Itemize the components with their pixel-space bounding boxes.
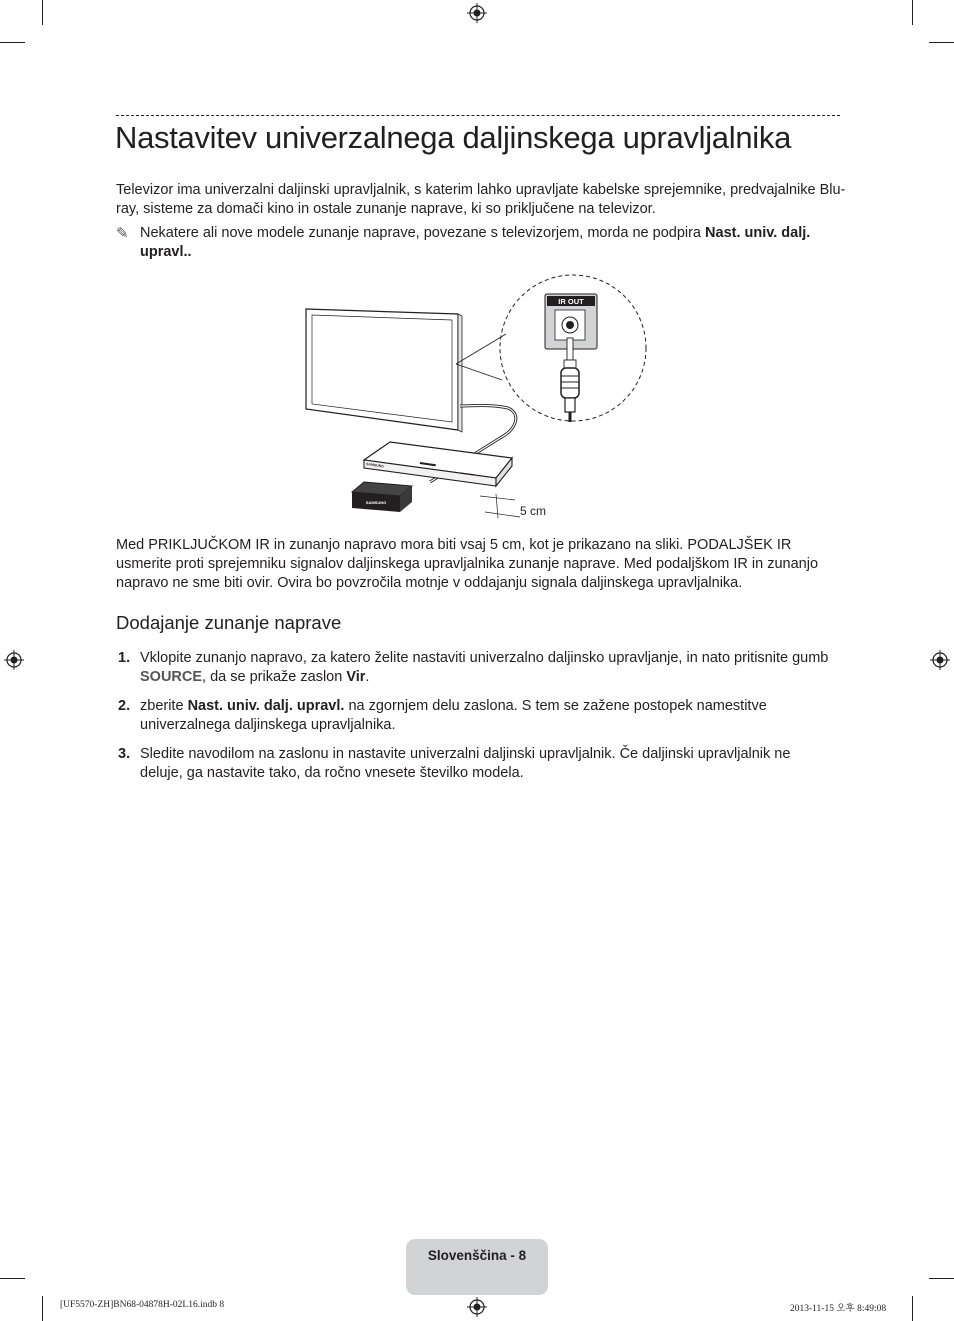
note-setting-name: Nast. univ. dalj. upravl.. bbox=[140, 225, 811, 260]
section-subheading: Dodajanje zunanje naprave bbox=[116, 612, 342, 633]
ir-blaster-brand-label: SAMSUNG bbox=[365, 500, 387, 505]
intro-paragraph: Televizor ima univerzalni daljinski upravljalnik, s katerim lahko upravljate kabelske sprejemnike, predvajalnike Blu-ray, sisteme za domači kino in ostale zunanje naprave, ki so priključene na televizor. bbox=[116, 182, 846, 217]
registration-mark-icon bbox=[930, 650, 950, 670]
registration-mark-icon bbox=[467, 1297, 487, 1317]
page-title: Nastavitev univerzalnega daljinskega upravljalnika bbox=[115, 120, 792, 155]
pencil-note-icon: ✎ bbox=[116, 225, 129, 242]
registration-mark-icon bbox=[4, 650, 24, 670]
distance-dimension bbox=[480, 494, 546, 518]
registration-mark-icon bbox=[467, 3, 487, 23]
tv-illustration bbox=[306, 309, 462, 432]
distance-label: 5 cm bbox=[520, 504, 547, 518]
page-number-tab bbox=[406, 1239, 548, 1295]
step-text: Sledite navodilom na zaslonu in nastavite univerzalni daljinski upravljalnik. Če daljinski upravljalnik ne deluje, ga nastavite tako, da ročno vnesete številko modela. bbox=[140, 746, 791, 781]
page-number-label: Slovenščina - 8 bbox=[427, 1248, 527, 1263]
note-text: Nekatere ali nove modele zunanje naprave, povezane s televizorjem, morda ne podpira Nast. univ. dalj. upravl.. bbox=[140, 225, 811, 260]
ir-blaster-illustration bbox=[352, 482, 412, 512]
ir-connection-diagram bbox=[300, 272, 660, 524]
step-text: zberite Nast. univ. dalj. upravl. na zgornjem delu zaslona. S tem se zažene postopek namestitve univerzalnega daljinskega upravljalnika. bbox=[140, 698, 767, 733]
crop-mark bbox=[0, 1278, 25, 1279]
crop-mark bbox=[912, 0, 913, 25]
step-number: 1. bbox=[118, 650, 131, 666]
heading-rule bbox=[116, 115, 840, 116]
step-number: 2. bbox=[118, 698, 131, 714]
crop-mark bbox=[0, 42, 25, 43]
crop-mark bbox=[912, 1296, 913, 1321]
step-text: Vklopite zunanjo napravo, za katero želite nastaviti univerzalno daljinsko upravljanje, in nato pritisnite gumb SOURCE, da se prikaže zaslon Vir. bbox=[140, 650, 829, 685]
ir-plug bbox=[561, 338, 579, 422]
crop-mark bbox=[42, 0, 43, 25]
device-brand-label: SAMSUNG bbox=[365, 462, 385, 469]
crop-mark bbox=[42, 1296, 43, 1321]
distance-paragraph: Med PRIKLJUČKOM IR in zunanjo napravo mora biti vsaj 5 cm, kot je prikazano na sliki. PODALJŠEK IR usmerite proti sprejemniku signalov daljinskega upravljalnika zunanje naprave. Med podaljškom IR in zunanjo napravo ne sme biti ovir. Ovira bo povzročila motnje v oddajanju signala daljinskega upravljalnika. bbox=[116, 537, 819, 591]
step-number: 3. bbox=[118, 746, 131, 762]
ir-out-label: IR OUT bbox=[558, 297, 584, 306]
print-timestamp: 2013-11-15 오후 8:49:08 bbox=[790, 1304, 887, 1314]
crop-mark bbox=[929, 42, 954, 43]
source-key-label: SOURCE bbox=[140, 669, 203, 685]
crop-mark bbox=[929, 1278, 954, 1279]
file-info: [UF5570-ZH]BN68-04878H-02L16.indb 8 bbox=[60, 1300, 225, 1310]
external-device-illustration bbox=[364, 442, 512, 486]
